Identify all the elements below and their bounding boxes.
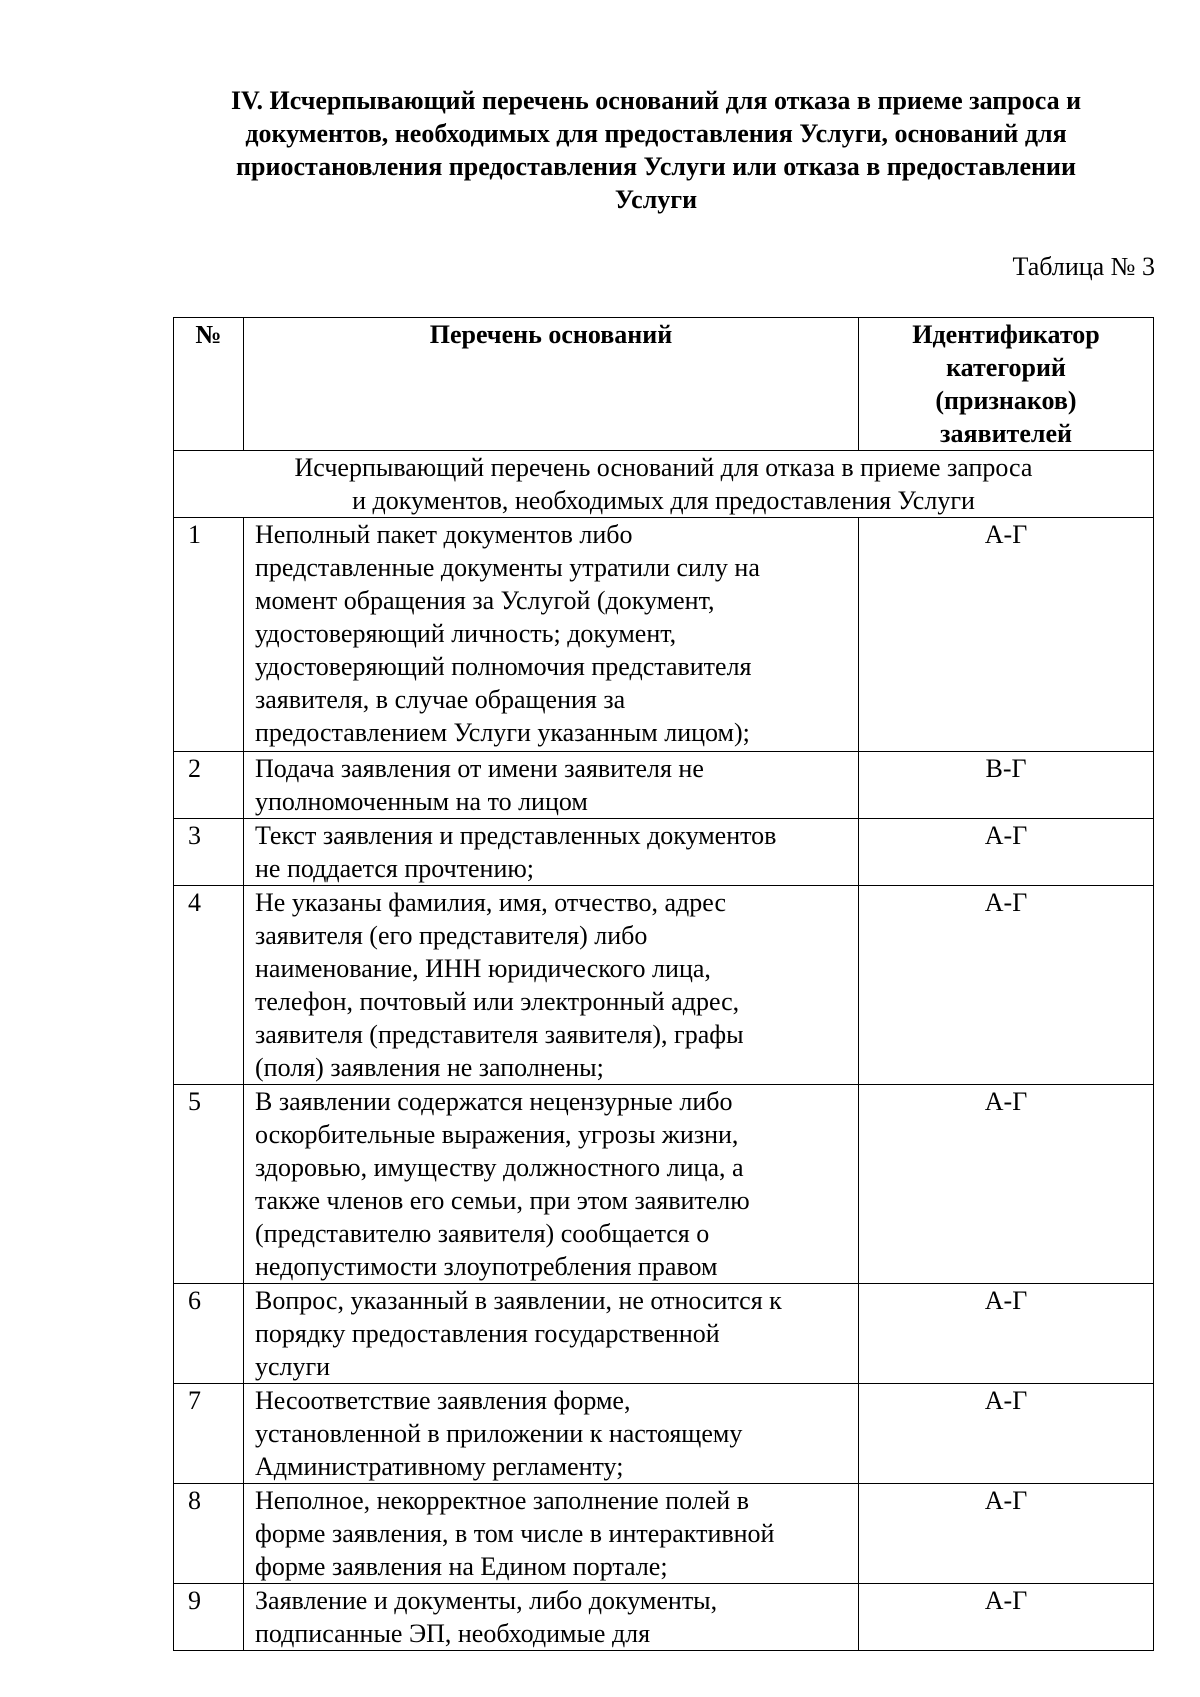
table-row: [174, 518, 1154, 752]
table-row: [174, 1484, 1154, 1584]
row-reason: [244, 1484, 859, 1584]
reason-line: представленные документы утратили силу на: [255, 553, 760, 582]
row-category: А-Г: [859, 886, 1154, 1085]
reason-line: Неполный пакет документов либо: [255, 520, 633, 549]
section-title: [174, 451, 1154, 518]
header-categories: [859, 318, 1154, 451]
row-category: А-Г: [859, 1584, 1154, 1651]
reason-line: также членов его семьи, при этом заявителю: [255, 1186, 750, 1215]
reason-line: услуги: [255, 1352, 331, 1381]
reason-line: здоровью, имуществу должностного лица, а: [255, 1153, 744, 1182]
row-number: 7: [174, 1384, 244, 1484]
reason-line: уполномоченным на то лицом: [255, 787, 588, 816]
reason-line: Неполное, некорректное заполнение полей в: [255, 1486, 749, 1515]
row-number: 6: [174, 1284, 244, 1384]
table-header-row: [174, 318, 1154, 451]
reason-line: недопустимости злоупотребления правом: [255, 1252, 718, 1281]
header-categories-line: категорий: [946, 353, 1066, 382]
section-heading: [176, 84, 1136, 216]
reason-line: телефон, почтовый или электронный адрес,: [255, 987, 740, 1016]
row-reason: [244, 886, 859, 1085]
row-reason: [244, 1284, 859, 1384]
row-number: 1: [174, 518, 244, 752]
reason-line: оскорбительные выражения, угрозы жизни,: [255, 1120, 739, 1149]
row-number: 3: [174, 819, 244, 886]
reason-line: предоставлением Услуги указанным лицом);: [255, 718, 750, 747]
row-category: А-Г: [859, 819, 1154, 886]
reason-line: (поля) заявления не заполнены;: [255, 1053, 604, 1082]
reason-line: наименование, ИНН юридического лица,: [255, 954, 711, 983]
table-row: [174, 1384, 1154, 1484]
reason-line: удостоверяющий личность; документ,: [255, 619, 677, 648]
row-category: А-Г: [859, 1085, 1154, 1284]
reason-line: Вопрос, указанный в заявлении, не относится к: [255, 1286, 782, 1315]
header-categories-line: заявителей: [940, 419, 1072, 448]
row-number: 2: [174, 752, 244, 819]
row-category: А-Г: [859, 1484, 1154, 1584]
row-reason: [244, 819, 859, 886]
heading-line: Услуги: [614, 185, 698, 214]
table-row: [174, 886, 1154, 1085]
row-category: В-Г: [859, 752, 1154, 819]
reason-line: удостоверяющий полномочия представителя: [255, 652, 752, 681]
heading-line: IV. Исчерпывающий перечень оснований для отказа в приеме запроса и: [230, 86, 1082, 115]
reason-line: (представителю заявителя) сообщается о: [255, 1219, 710, 1248]
row-reason: [244, 752, 859, 819]
table-row: [174, 819, 1154, 886]
reason-line: Подача заявления от имени заявителя не: [255, 754, 704, 783]
reason-line: установленной в приложении к настоящему: [255, 1419, 743, 1448]
row-number: 9: [174, 1584, 244, 1651]
header-categories-line: (признаков): [935, 386, 1077, 415]
header-num: №: [174, 318, 244, 451]
header-categories-line: Идентификатор: [912, 320, 1100, 349]
section-title-line: и документов, необходимых для предоставления Услуги: [352, 486, 975, 515]
reason-line: Не указаны фамилия, имя, отчество, адрес: [255, 888, 726, 917]
heading-line: документов, необходимых для предоставления Услуги, оснований для: [245, 119, 1067, 148]
header-reasons: Перечень оснований: [244, 318, 859, 451]
row-category: А-Г: [859, 518, 1154, 752]
reason-line: В заявлении содержатся нецензурные либо: [255, 1087, 733, 1116]
row-category: А-Г: [859, 1384, 1154, 1484]
reason-line: Заявление и документы, либо документы,: [255, 1586, 718, 1615]
section-title-line: Исчерпывающий перечень оснований для отказа в приеме запроса: [294, 453, 1033, 482]
reason-line: Административному регламенту;: [255, 1452, 624, 1481]
grounds-table: [173, 317, 1154, 1651]
row-number: 8: [174, 1484, 244, 1584]
row-reason: [244, 1584, 859, 1651]
table-row: [174, 1584, 1154, 1651]
reason-line: форме заявления на Едином портале;: [255, 1552, 668, 1581]
table-number-label: Таблица № 3: [1012, 252, 1155, 281]
table-row: [174, 1284, 1154, 1384]
reason-line: порядку предоставления государственной: [255, 1319, 720, 1348]
section-row: [174, 451, 1154, 518]
row-reason: [244, 1085, 859, 1284]
reason-line: заявителя (его представителя) либо: [255, 921, 648, 950]
reason-line: заявителя, в случае обращения за: [255, 685, 626, 714]
reason-line: не поддается прочтению;: [255, 854, 535, 883]
reason-line: Несоответствие заявления форме,: [255, 1386, 631, 1415]
reason-line: подписанные ЭП, необходимые для: [255, 1619, 651, 1648]
heading-line: приостановления предоставления Услуги или отказа в предоставлении: [236, 152, 1076, 181]
reason-line: момент обращения за Услугой (документ,: [255, 586, 715, 615]
row-number: 5: [174, 1085, 244, 1284]
row-reason: [244, 518, 859, 752]
row-number: 4: [174, 886, 244, 1085]
row-reason: [244, 1384, 859, 1484]
reason-line: Текст заявления и представленных документов: [255, 821, 777, 850]
table-row: [174, 752, 1154, 819]
table-row: [174, 1085, 1154, 1284]
reason-line: форме заявления, в том числе в интерактивной: [255, 1519, 775, 1548]
row-category: А-Г: [859, 1284, 1154, 1384]
reason-line: заявителя (представителя заявителя), графы: [255, 1020, 744, 1049]
